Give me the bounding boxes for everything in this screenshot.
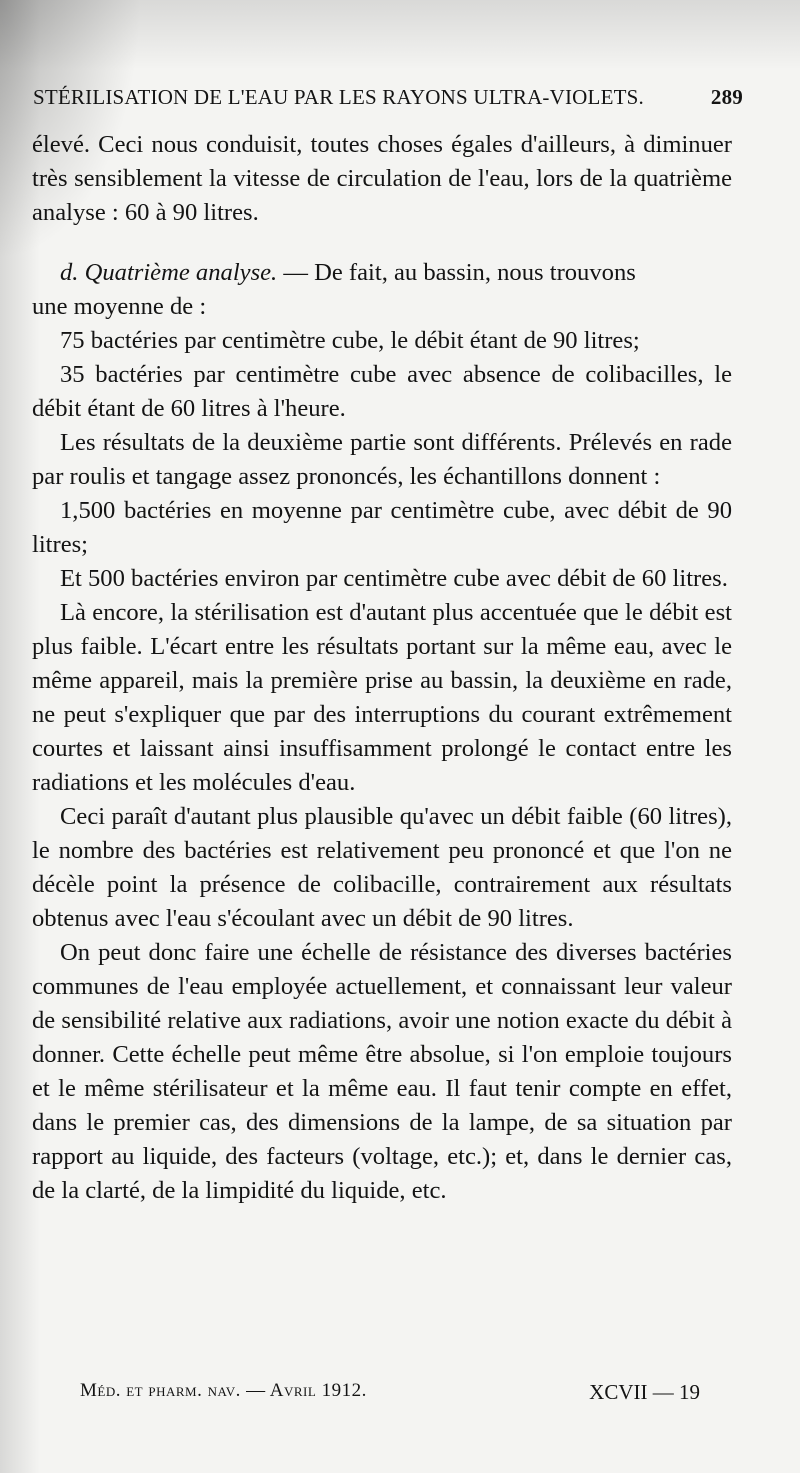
paragraph: Là encore, la stérilisation est d'autant plus accentuée que le débit est plus faible. L'écart entre les résultats portant sur la même eau, avec le même appareil, mais la première prise au bassin, la deuxième en rade, ne peut s'expliquer que par des interruptions du courant extrêmement courtes et laissant ainsi insuffisamment prolongé le contact entre les radiations et les molécules d'eau. <box>32 599 732 796</box>
paragraph: 1,500 bactéries en moyenne par centimètre cube, avec débit de 90 litres; <box>32 497 732 558</box>
section-spacer <box>32 230 732 256</box>
paragraph: Les résultats de la deuxième partie sont différents. Prélevés en rade par roulis et tangage assez prononcés, les échantillons donnent : <box>32 429 732 490</box>
page-number: 289 <box>710 85 743 109</box>
running-head-title: STÉRILISATION DE L'EAU PAR LES RAYONS ULTRA-VIOLETS. <box>33 85 644 109</box>
paragraph: On peut donc faire une échelle de résistance des diverses bactéries communes de l'eau employée actuellement, et connaissant leur valeur de sensibilité relative aux radiations, avoir une notion exacte du débit à donner. Cette échelle peut même être absolue, si l'on emploie toujours et le même stérilisateur et la même eau. Il faut tenir compte en effet, dans le premier cas, des dimensions de la lampe, de sa situation par rapport au liquide, des facteurs (voltage, etc.); et, dans le dernier cas, de la clarté, de la limpidité du liquide, etc. <box>32 939 732 1204</box>
paragraph: une moyenne de : <box>32 293 207 320</box>
section-heading: d. Quatrième analyse. <box>60 259 278 286</box>
body-text <box>32 128 732 1208</box>
paragraph: 75 bactéries par centimètre cube, le débit étant de 90 litres; <box>60 327 640 354</box>
footer-journal: Méd. et pharm. nav. — Avril 1912. <box>80 1380 367 1401</box>
paragraph: Ceci paraît d'autant plus plausible qu'avec un débit faible (60 litres), le nombre des bactéries est relativement peu prononcé et que l'on ne décèle point la présence de colibacille, contrairement aux résultats obtenus avec l'eau s'écoulant avec un débit de 90 litres. <box>32 803 732 932</box>
paragraph-continuation: élevé. Ceci nous conduisit, toutes choses égales d'ailleurs, à diminuer très sensiblement la vitesse de circulation de l'eau, lors de la quatrième analyse : 60 à 90 litres. <box>32 131 732 226</box>
paragraph: 35 bactéries par centimètre cube avec absence de colibacilles, le débit étant de 60 litres à l'heure. <box>32 361 732 422</box>
paragraph: Et 500 bactéries environ par centimètre cube avec débit de 60 litres. <box>60 565 728 592</box>
footer-signature: XCVII — 19 <box>589 1380 700 1404</box>
page-footer <box>80 1380 700 1410</box>
section-lead-text: — De fait, au bassin, nous trouvons <box>277 259 636 286</box>
running-head <box>33 85 743 115</box>
section-heading-line <box>32 256 732 290</box>
